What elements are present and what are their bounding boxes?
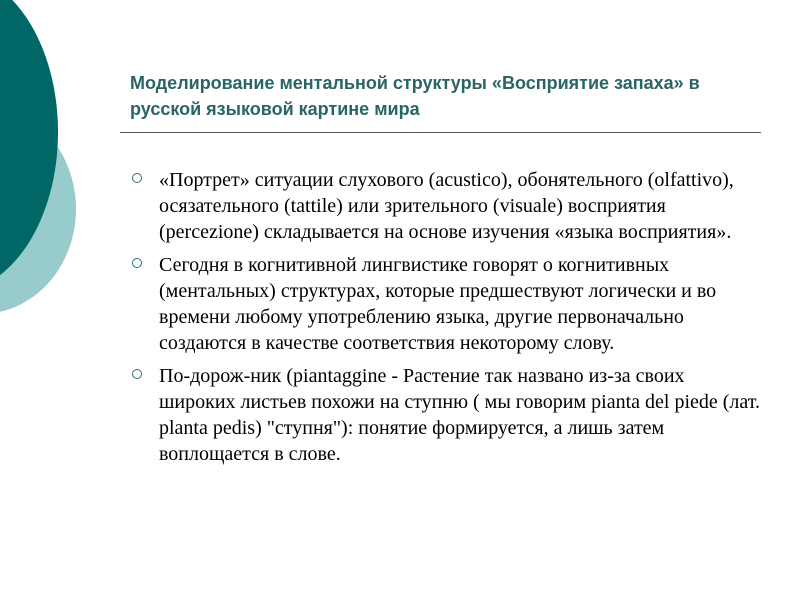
bullet-item xyxy=(130,252,760,356)
bullet-text: По-дорож-ник (piantaggine - Растение так названо из-за своих широких листьев похожи на ступню ( мы говорим pianta del piede (лат. planta pedis) "ступня"): понятие формируется, а лишь затем воплощается в слове. xyxy=(159,365,760,465)
bullet-list xyxy=(130,167,760,474)
bullet-item xyxy=(130,167,760,245)
bullet-circle-icon xyxy=(132,369,142,379)
bullet-text: Сегодня в когнитивной лингвистике говорят о когнитивных (ментальных) структурах, которые предшествуют логически и во времени любому употреблению языка, другие первоначально создаются в качестве соответствия некоторому слову. xyxy=(159,254,717,354)
bullet-item xyxy=(130,363,760,467)
bullet-circle-icon xyxy=(132,173,142,183)
slide-title: Моделирование ментальной структуры «Восприятие запаха» в русской языковой картине мира xyxy=(130,73,700,119)
bullet-text: «Портрет» ситуации слухового (acustico), обонятельного (olfattivo), осязательного (tattile) или зрительного (visuale) восприятия (percezione) складывается на основе изучения «языка восприятия». xyxy=(159,169,734,243)
bullet-circle-icon xyxy=(132,258,142,268)
title-divider xyxy=(120,132,761,133)
